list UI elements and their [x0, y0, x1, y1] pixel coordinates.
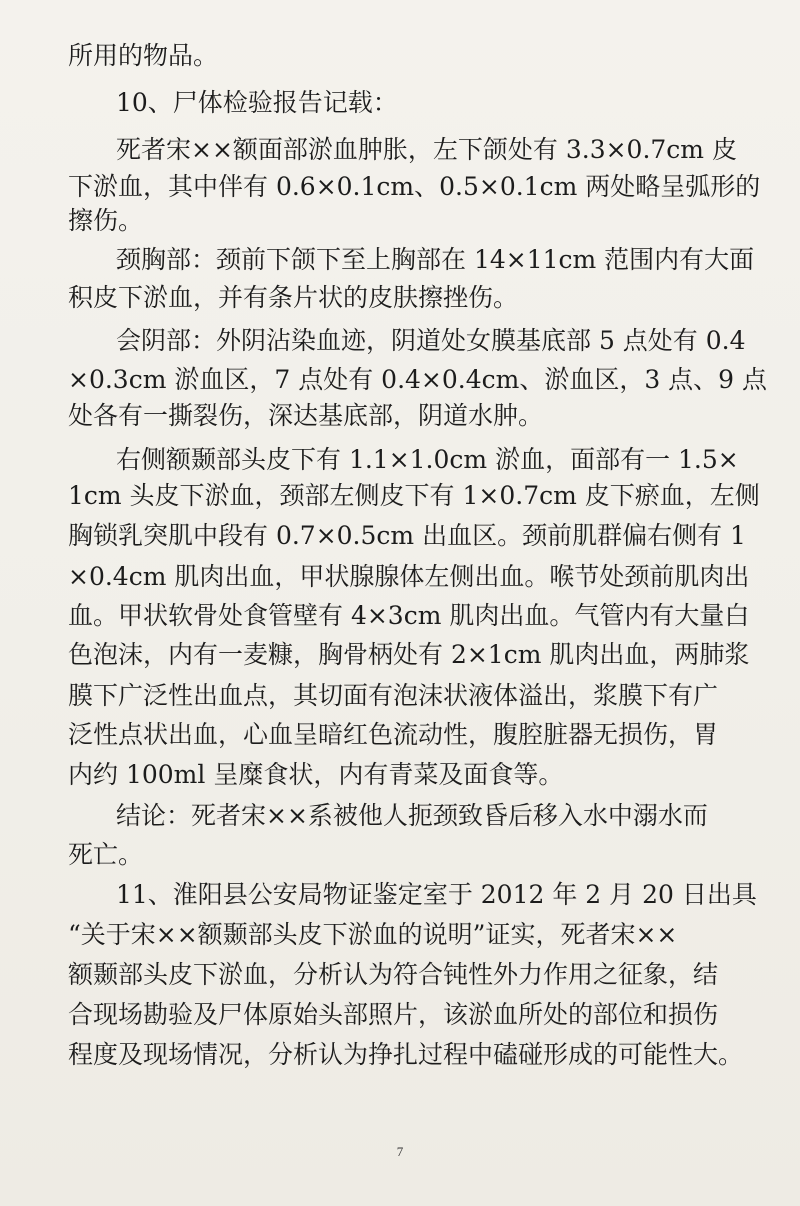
text-line: 额颞部头皮下淤血，分析认为符合钝性外力作用之征象，结: [68, 960, 719, 989]
text-line: 下淤血，其中伴有 0.6×0.1cm、0.5×0.1cm 两处略呈弧形的: [68, 172, 761, 201]
text-line: 泛性点状出血，心血呈暗红色流动性，腹腔脏器无损伤，胃: [68, 720, 719, 749]
page-number: 7: [396, 1144, 404, 1159]
text-line: 擦伤。: [68, 206, 144, 235]
text-line: ×0.4cm 肌肉出血，甲状腺腺体左侧出血。喉节处颈前肌肉出: [68, 562, 750, 591]
text-line: 胸锁乳突肌中段有 0.7×0.5cm 出血区。颈前肌群偏右侧有 1: [68, 521, 746, 550]
text-line: 10、尸体检验报告记载：: [116, 88, 398, 117]
text-line: 膜下广泛性出血点，其切面有泡沫状液体溢出，浆膜下有广: [68, 681, 719, 710]
text-line: 死亡。: [68, 840, 144, 869]
text-line: 11、淮阳县公安局物证鉴定室于 2012 年 2 月 20 日出具: [116, 880, 757, 909]
text-line: 血。甲状软骨处食管壁有 4×3cm 肌肉出血。气管内有大量白: [68, 601, 750, 630]
text-line: 合现场勘验及尸体原始头部照片，该淤血所处的部位和损伤: [68, 1000, 719, 1029]
text-line: 1cm 头皮下淤血，颈部左侧皮下有 1×0.7cm 皮下瘀血，左侧: [68, 481, 760, 510]
text-line: 程度及现场情况，分析认为挣扎过程中磕碰形成的可能性大。: [68, 1040, 744, 1069]
text-line: 所用的物品。: [68, 41, 219, 70]
text-line: 右侧额颞部头皮下有 1.1×1.0cm 淤血，面部有一 1.5×: [116, 445, 739, 474]
text-line: 积皮下淤血，并有条片状的皮肤擦挫伤。: [68, 283, 519, 312]
text-line: 色泡沫，内有一麦糠，胸骨柄处有 2×1cm 肌肉出血，两肺浆: [68, 640, 750, 669]
text-line: 颈胸部：颈前下颌下至上胸部在 14×11cm 范围内有大面: [116, 245, 755, 274]
text-line: 内约 100ml 呈糜食状，内有青菜及面食等。: [68, 760, 564, 789]
text-line: 结论：死者宋××系被他人扼颈致昏后移入水中溺水而: [116, 801, 708, 830]
text-line: “关于宋××额颞部头皮下淤血的说明”证实，死者宋××: [68, 920, 678, 949]
text-line: 处各有一撕裂伤，深达基底部，阴道水肿。: [68, 401, 544, 430]
text-line: 会阴部：外阴沾染血迹，阴道处女膜基底部 5 点处有 0.4: [116, 326, 746, 355]
text-line: ×0.3cm 淤血区，7 点处有 0.4×0.4cm、淤血区，3 点、9 点: [68, 365, 768, 394]
text-line: 死者宋××额面部淤血肿胀，左下颌处有 3.3×0.7cm 皮: [116, 135, 737, 164]
